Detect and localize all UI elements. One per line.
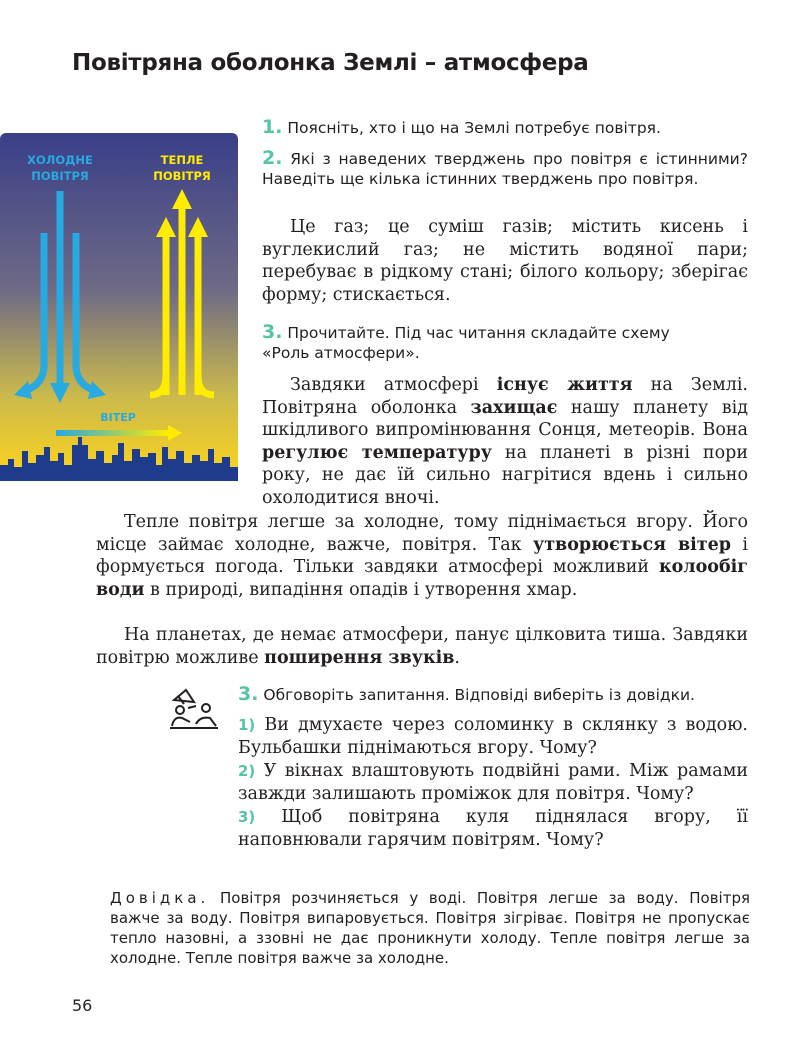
text-span: на планеті в різні пори року, не дає їй сильно нагрітися вдень і сильно охолодитися вночі. (262, 442, 748, 508)
reference-box (110, 888, 750, 968)
air-circulation-illustration (0, 133, 238, 481)
discussion-questions (238, 714, 748, 852)
text-span: в природі, випадіння опадів і утворення хмар. (144, 579, 578, 600)
question-text: Поясніть, хто і що на Землі потребує повітря. (287, 119, 661, 137)
text-span: нашу планету від шкідливого випромінювання Сонця, метеорів. Вона (262, 397, 748, 440)
reading-paragraph-3 (96, 624, 748, 669)
cold-air-label: ХОЛОДНЕ (27, 153, 93, 167)
text-span: Завдяки атмосфері (290, 375, 497, 395)
page-number: 56 (72, 996, 93, 1015)
discussion-group-icon (166, 686, 222, 730)
question-text: Обговоріть запитання. Відповіді виберіть із довідки. (263, 686, 695, 704)
question-3 (262, 322, 722, 363)
item-text: У вікнах влаштовують подвійні рами. Між рамами завжди залишають проміжок для повітря. Чому? (238, 761, 748, 804)
wind-label: ВІТЕР (100, 411, 136, 424)
discussion-task (238, 684, 695, 705)
item-number: 3) (238, 808, 256, 826)
item-text: Ви дмухаєте через соломинку в склянку з водою. Бульбашки піднімаються вгору. Чому? (238, 715, 748, 758)
bold-term: колообіг води (96, 557, 748, 600)
bold-term: існує життя (496, 375, 633, 395)
warm-air-label: ПОВІТРЯ (153, 169, 211, 183)
item-number: 1) (238, 716, 256, 734)
list-item (238, 760, 748, 805)
text-span: і формується погода. Тільки завдяки атмосфері можливий (96, 534, 749, 577)
question-number: 1. (262, 116, 283, 138)
text-span: На планетах, де немає атмосфери, панує цілковита тиша. Завдяки повітрю можливе (96, 625, 748, 668)
question-number: 2. (262, 147, 283, 169)
cold-air-label: ПОВІТРЯ (31, 169, 89, 183)
item-number: 2) (238, 762, 256, 780)
question-number: 3. (238, 683, 259, 705)
question-text: Які з наведених тверджень про повітря є істинними? Наведіть ще кілька істинних тверджень про повітря. (262, 150, 748, 188)
statements-paragraph: Це газ; це суміш газів; містить кисень і вуглекислий газ; не містить водяної пари; перебуває в рідкому стані; білого кольору; зберігає форму; стискається. (262, 217, 748, 305)
list-item (238, 714, 748, 759)
reading-paragraph-2 (96, 511, 748, 601)
reference-label: Довідка. (110, 889, 210, 907)
question-number: 3. (262, 321, 283, 343)
warm-air-label: ТЕПЛЕ (160, 153, 204, 167)
text-span: . (454, 647, 460, 668)
wind-arrow (56, 430, 168, 436)
page-title: Повітряна оболонка Землі – атмосфера (72, 50, 589, 76)
question-text: Прочитайте. Під час читання складайте схему «Роль атмосфери». (262, 324, 670, 362)
text-span: на Землі. Повітряна оболонка (262, 375, 748, 418)
bold-term: регулює температуру (262, 442, 492, 463)
bold-term: поширення звуків (264, 647, 455, 668)
text-span: Тепле повітря легше за холодне, тому піднімається вгору. Його місце займає холодне, важче, повітря. Так (96, 512, 748, 555)
bold-term: захищає (470, 397, 558, 418)
reading-paragraph-1 (262, 374, 748, 509)
item-text: Щоб повітряна куля піднялася вгору, її наповнювали гарячим повітрям. Чому? (238, 807, 748, 850)
question-2 (262, 148, 748, 189)
list-item (238, 806, 748, 851)
question-1 (262, 117, 748, 138)
reference-text: Повітря розчиняється у воді. Повітря легше за воду. Повітря важче за воду. Повітря випаровується. Повітря зігріває. Повітря не пропускає тепло назовні, а ззовні не дає проникнути холоду. Тепле повітря легше за холодне. Тепле повітря важче за холодне. (110, 889, 750, 967)
bold-term: утворюється вітер (533, 534, 731, 555)
